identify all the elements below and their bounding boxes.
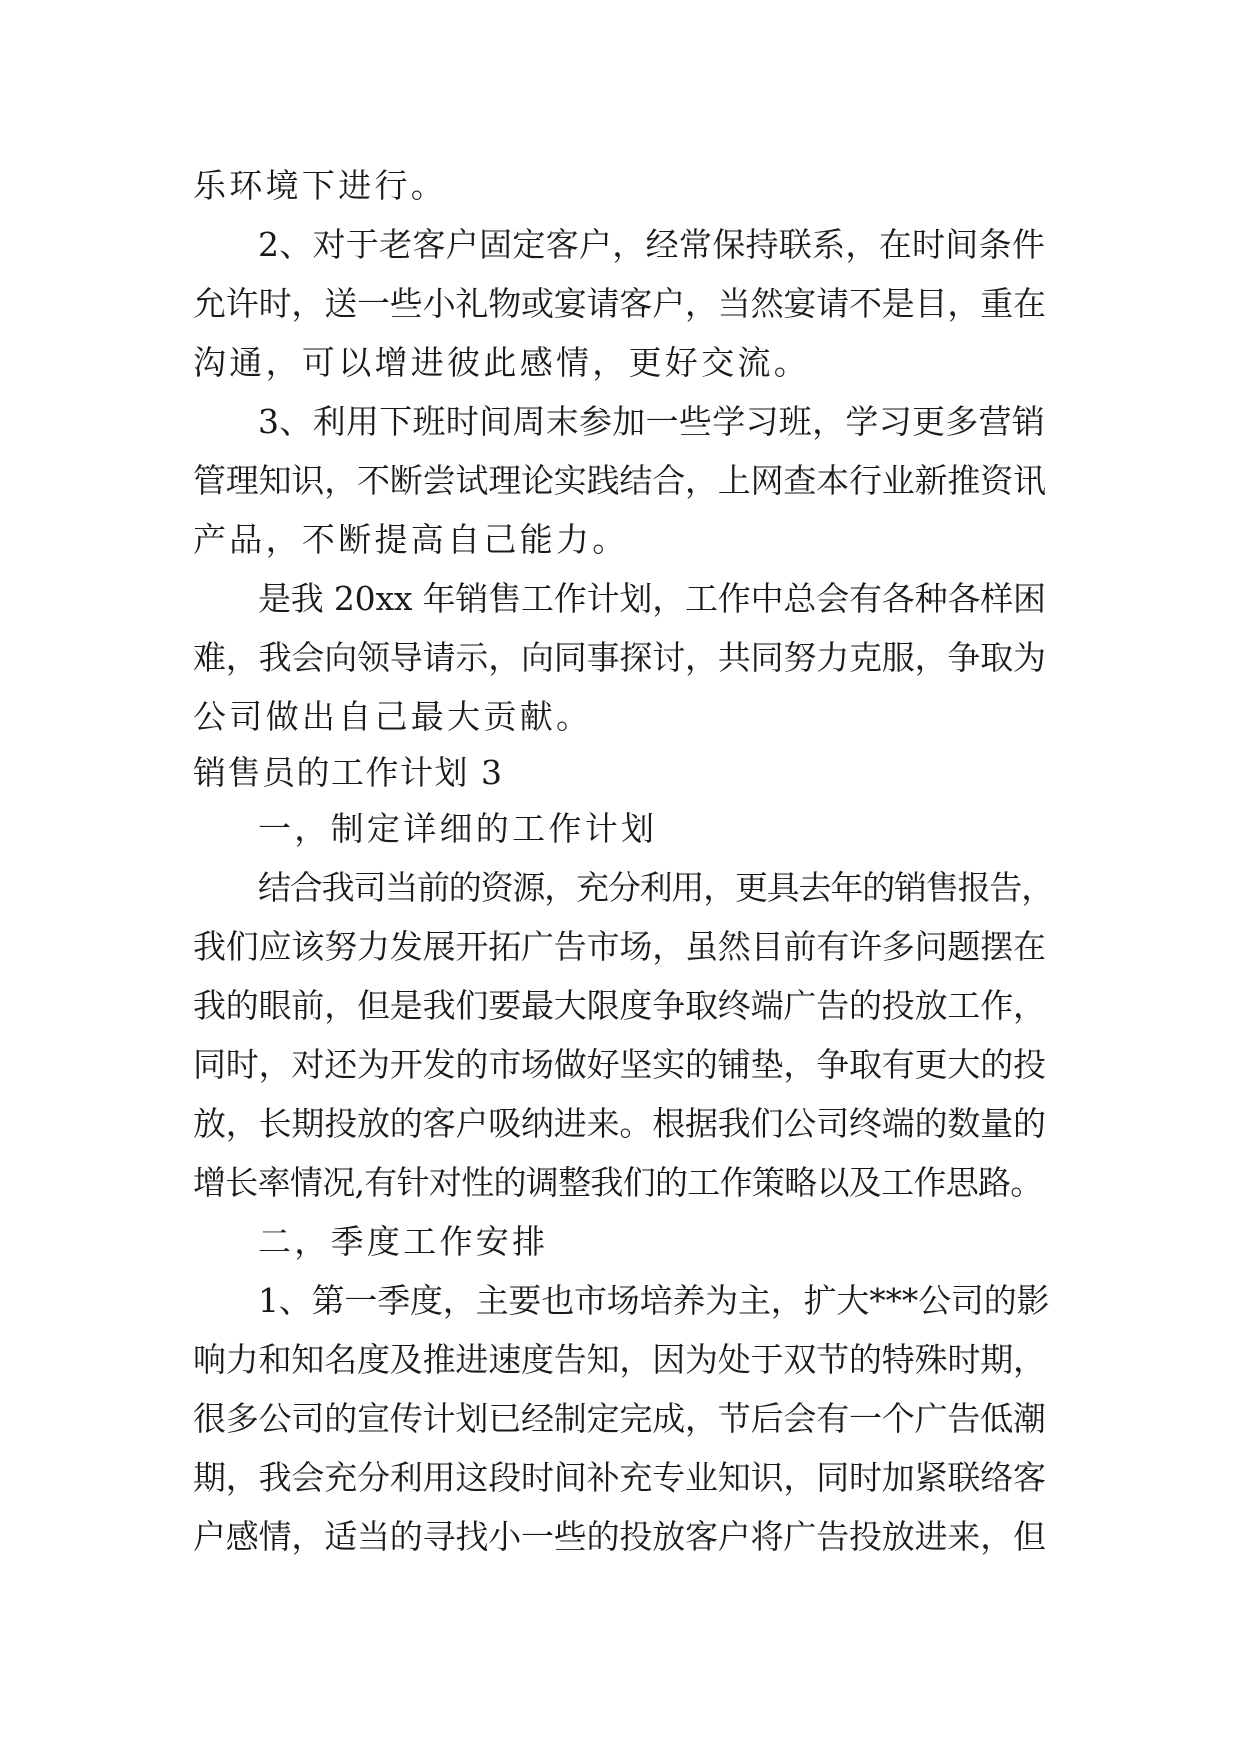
text-line: 同时，对还为开发的市场做好坚实的铺垫，争取有更大的投 <box>193 1045 1046 1084</box>
section-title: 销售员的工作计划 3 <box>193 753 504 792</box>
text-line: 允许时，送一些小礼物或宴请客户，当然宴请不是目，重在 <box>193 284 1046 323</box>
text-line: 增长率情况,有针对性的调整我们的工作策略以及工作思路。 <box>193 1163 1043 1202</box>
list-item-3-start: 3、利用下班时间周末参加一些学习班，学习更多营销 <box>258 402 1046 441</box>
text-line: 我们应该努力发展开拓广告市场，虽然目前有许多问题摆在 <box>193 927 1046 966</box>
paragraph-start: 结合我司当前的资源，充分利用，更具去年的销售报告， <box>258 868 1054 907</box>
text-line: 管理知识，不断尝试理论实践结合，上网查本行业新推资讯 <box>193 461 1046 500</box>
list-item-1-start: 1、第一季度，主要也市场培养为主，扩大***公司的影 <box>258 1281 1050 1320</box>
text-line: 产品，不断提高自己能力。 <box>193 520 629 559</box>
text-line: 很多公司的宣传计划已经制定完成，节后会有一个广告低潮 <box>193 1399 1046 1438</box>
text-line: 期，我会充分利用这段时间补充专业知识，同时加紧联络客 <box>193 1458 1046 1497</box>
subsection-heading: 二，季度工作安排 <box>258 1222 549 1261</box>
text-line: 户感情，适当的寻找小一些的投放客户将广告投放进来，但 <box>193 1517 1046 1556</box>
list-item-2-start: 2、对于老客户固定客户，经常保持联系，在时间条件 <box>258 225 1046 264</box>
text-line: 响力和知名度及推进速度告知，因为处于双节的特殊时期， <box>193 1340 1046 1379</box>
text-line: 我的眼前，但是我们要最大限度争取终端广告的投放工作， <box>193 986 1046 1025</box>
text-line: 难，我会向领导请示，向同事探讨，共同努力克服，争取为 <box>193 638 1046 677</box>
text-line: 公司做出自己最大贡献。 <box>193 697 593 736</box>
text-line: 乐环境下进行。 <box>193 166 448 205</box>
subsection-heading: 一，制定详细的工作计划 <box>258 809 658 848</box>
paragraph-start: 是我 20xx 年销售工作计划，工作中总会有各种各样困 <box>258 579 1046 618</box>
text-line: 放，长期投放的客户吸纳进来。根据我们公司终端的数量的 <box>193 1104 1046 1143</box>
text-line: 沟通，可以增进彼此感情，更好交流。 <box>193 343 811 382</box>
